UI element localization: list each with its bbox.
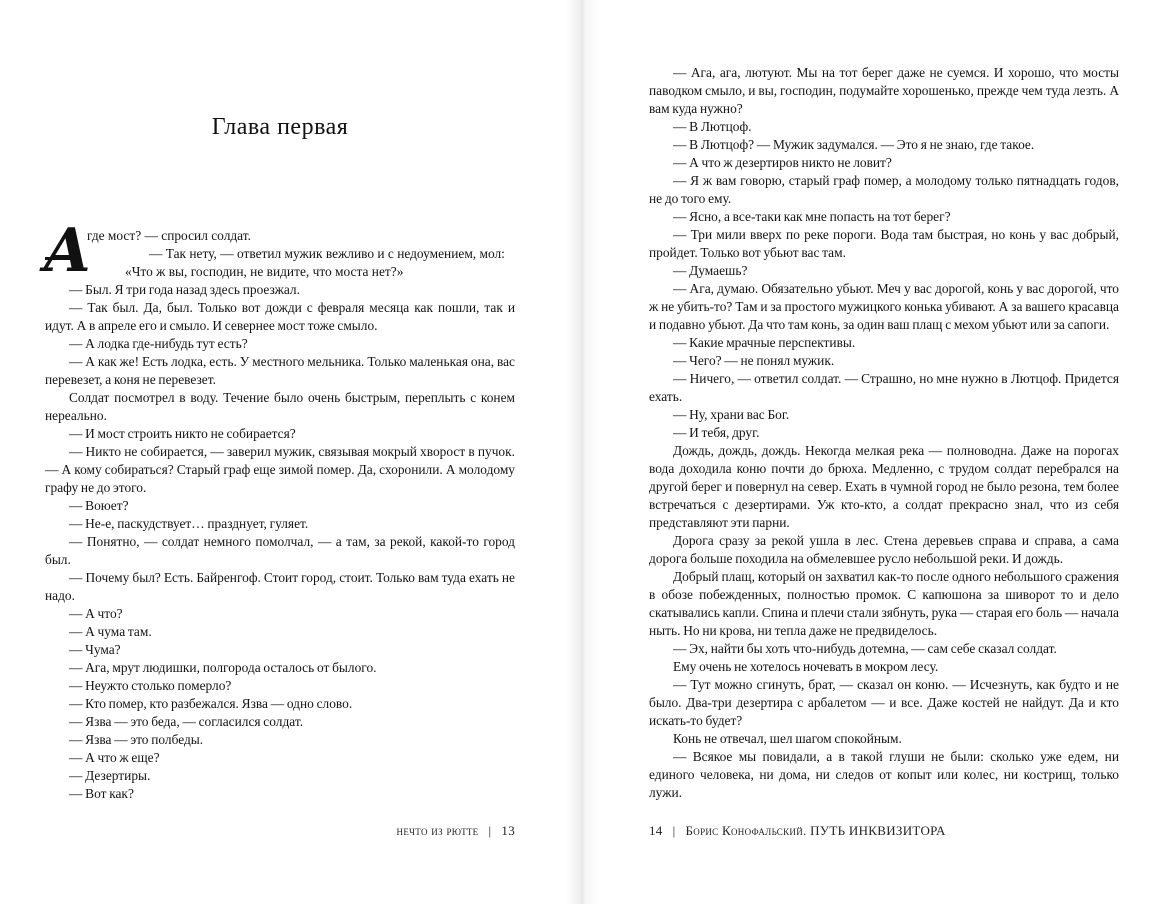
left-paragraphs xyxy=(45,281,515,803)
left-page-text xyxy=(43,216,515,803)
paragraph: Ему очень не хотелось ночевать в мокром лесу. xyxy=(673,659,939,674)
paragraph: — Три мили вверх по реке пороги. Вода там быстрая, но конь у вас добрый, пройдет. Только вот убьют вас там. xyxy=(649,227,1119,260)
paragraph: — Я ж вам говорю, старый граф помер, а молодому только пятнадцать годов, не до того ему. xyxy=(649,173,1119,206)
paragraph: — Воюет? xyxy=(69,498,129,513)
footer-title: нечто из рютте xyxy=(396,823,479,838)
paragraph: — Никто не собирается, — заверил мужик, связывая мокрый хворост в пучок. — А кому собираться? Старый граф еще зимой помер. Да, схоронили. А молодому графу не до этого. xyxy=(45,444,515,495)
paragraph: — А чума там. xyxy=(69,624,152,639)
dialogue-line: «Что ж вы, господин, не видите, что моста нет?» xyxy=(125,264,404,279)
opening-paragraph xyxy=(43,216,515,286)
paragraph: — Был. Я три года назад здесь проезжал. xyxy=(69,282,300,297)
paragraph: — Неужто столько померло? xyxy=(69,678,232,693)
dialogue-line: — Так нету, — ответил мужик вежливо и с недоумением, мол: xyxy=(149,246,505,261)
paragraph: — Язва — это беда, — согласился солдат. xyxy=(69,714,304,729)
paragraph: — И мост строить никто не собирается? xyxy=(69,426,296,441)
paragraph: Конь не отвечал, шел шагом спокойным. xyxy=(673,731,902,746)
footer-separator: | xyxy=(488,823,492,838)
footer-separator: | xyxy=(672,823,676,838)
paragraph: — Всякое мы повидали, а в такой глуши не были: сколько уже едем, ни единого человека, ни дома, ни следов от копыт или колес, ни кострищ, только лужи. xyxy=(649,749,1119,800)
page-number: 14 xyxy=(649,823,663,838)
paragraph: — Ну, храни вас Бог. xyxy=(673,407,790,422)
paragraph: — А что ж еще? xyxy=(69,750,160,765)
paragraph: — Ага, думаю. Обязательно убьют. Меч у вас дорогой, конь у вас дорогой, что ж не убить-то? Там и за простого мужицкого конька убивают. А за вашего красавца и подавно убьют. Да что там конь, за один ваш плащ с мехом убьют или за сапоги. xyxy=(649,281,1119,332)
paragraph: — Дезертиры. xyxy=(69,768,151,783)
paragraph: — Думаешь? xyxy=(673,263,748,278)
chapter-title: Глава первая xyxy=(211,114,349,140)
paragraph: — Ясно, а все-таки как мне попасть на тот берег? xyxy=(673,209,951,224)
paragraph: — Чего? — не понял мужик. xyxy=(673,353,835,368)
paragraph: Дождь, дождь, дождь. Некогда мелкая река — полноводна. Даже на порогах вода доходила коню почти до брюха. Медленно, с трудом солдат перебрался на другой берег и повернул на север. Ехать в чумной город не было резона, тем более встречаться с дезертирами. Уж кто-кто, а солдат прекрасно знал, что из себя представляют эти парни. xyxy=(649,443,1119,530)
paragraph: — Не-е, паскудствует… празднует, гуляет. xyxy=(69,516,309,531)
paragraph: — Эх, найти бы хоть что-нибудь дотемна, — сам себе сказал солдат. xyxy=(673,641,1057,656)
paragraph: Дорога сразу за рекой ушла в лес. Стена деревьев справа и справа, а сама дорога больше походила на обмелевшее русло небольшой реки. И дождь. xyxy=(649,533,1119,566)
right-page xyxy=(582,0,1164,904)
paragraph: Солдат посмотрел в воду. Течение было очень быстрым, переплыть с конем нереально. xyxy=(45,390,515,423)
paragraph: — Вот как? xyxy=(69,786,134,801)
right-page-text xyxy=(649,64,1119,802)
paragraph: — Чума? xyxy=(69,642,121,657)
paragraph: — Кто помер, кто разбежался. Язва — одно слово. xyxy=(69,696,353,711)
paragraph: — А что? xyxy=(69,606,123,621)
paragraph: — Ага, мрут людишки, полгорода осталось от былого. xyxy=(69,660,377,675)
paragraph: — Ничего, — ответил солдат. — Страшно, но мне нужно в Лютцоф. Придется ехать. xyxy=(649,371,1119,404)
paragraph: — А лодка где-нибудь тут есть? xyxy=(69,336,248,351)
paragraph: — Понятно, — солдат немного помолчал, — а там, за рекой, какой-то город был. xyxy=(45,534,515,567)
opening-line: где мост? — спросил солдат. xyxy=(87,228,251,243)
footer-book-title: ПУТЬ ИНКВИЗИТОРА xyxy=(810,823,946,838)
paragraph: — Какие мрачные перспективы. xyxy=(673,335,856,350)
paragraph: Добрый плащ, который он захватил как-то после одного небольшого сражения в обозе побежденных, полностью промок. С капюшона за шиворот то и дело скатывались капли. Спина и плечи стали зябнуть, рука — старая его боль — начала ныть. Но ни крова, ни тепла даже не предвиделось. xyxy=(649,569,1119,638)
paragraph: — А как же! Есть лодка, есть. У местного мельника. Только маленькая она, вас перевезет, а коня не перевезет. xyxy=(45,354,515,387)
paragraph: — Язва — это полбеды. xyxy=(69,732,204,747)
paragraph: — Так был. Да, был. Только вот дожди с февраля месяца как пошли, так и идут. А в апреле его и смыло. И севернее мост тоже смыло. xyxy=(45,300,515,333)
paragraph: — Ага, ага, лютуют. Мы на тот берег даже не суемся. И хорошо, что мосты паводком смыло, и вы, господин, подумайте хорошенько, прежде чем туда лезть. А вам куда нужно? xyxy=(649,65,1119,116)
paragraph: — В Лютцоф? — Мужик задумался. — Это я не знаю, где такое. xyxy=(673,137,1035,152)
footer-author: Борис Конофальский. xyxy=(685,823,807,838)
dropcap-letter: А xyxy=(43,216,92,286)
paragraph: — Тут можно сгинуть, брат, — сказал он коню. — Исчезнуть, как будто и не было. Два-три дезертира с арбалетом — и все. Даже костей не найдут. Да и кто искать-то будет? xyxy=(649,677,1119,728)
right-paragraphs xyxy=(649,64,1119,802)
paragraph: — И тебя, друг. xyxy=(673,425,760,440)
page-number: 13 xyxy=(501,823,515,838)
paragraph: — А что ж дезертиров никто не ловит? xyxy=(673,155,892,170)
right-footer xyxy=(649,823,946,839)
paragraph: — В Лютцоф. xyxy=(673,119,752,134)
left-footer xyxy=(397,823,515,839)
paragraph: — Почему был? Есть. Байренгоф. Стоит город, стоит. Только вам туда ехать не надо. xyxy=(45,570,515,603)
